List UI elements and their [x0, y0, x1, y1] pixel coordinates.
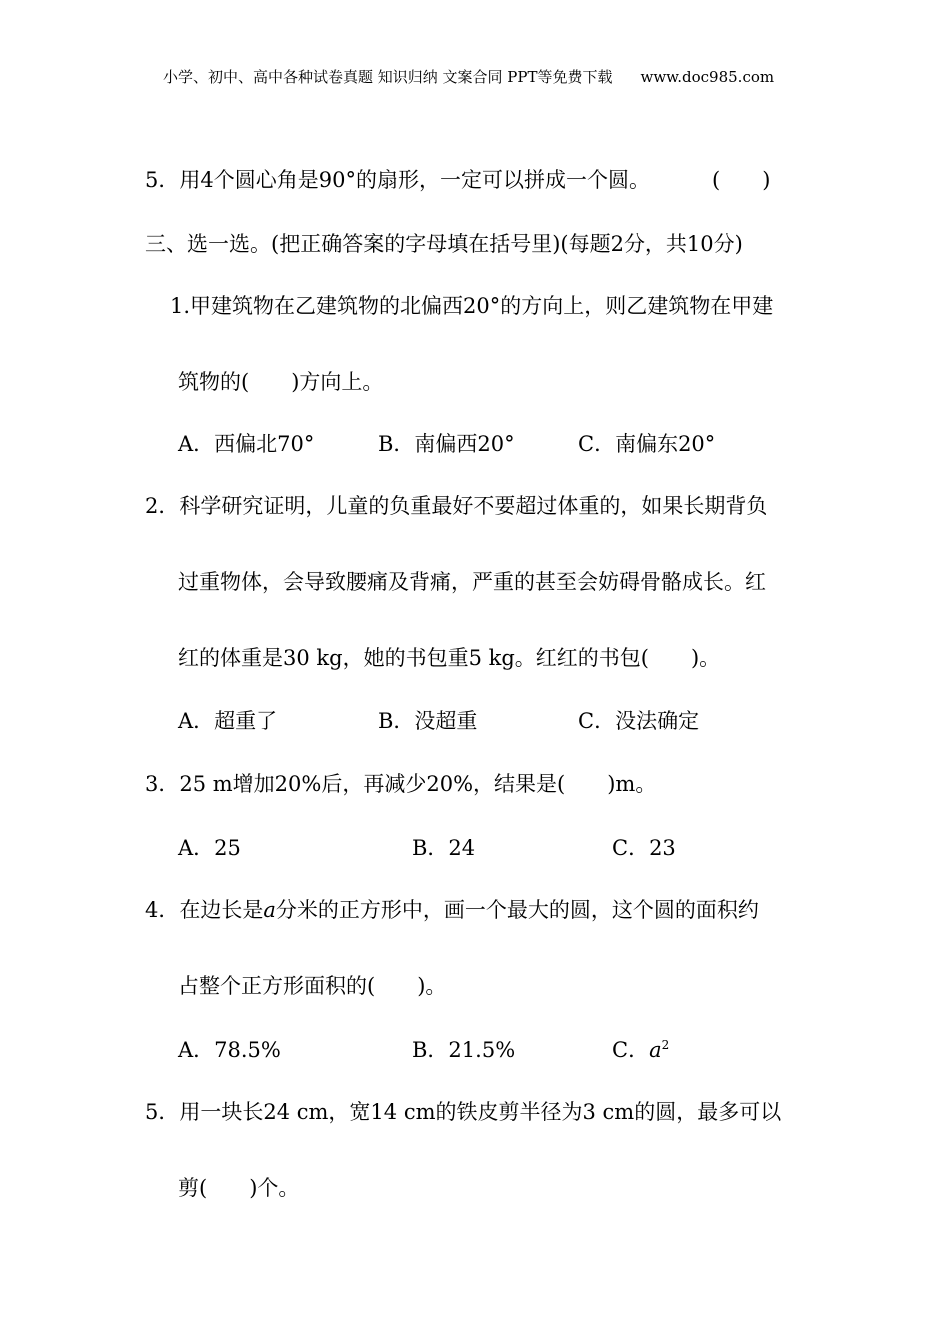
q4-option-c: [612, 1034, 669, 1064]
q3-option-b: B．24: [412, 836, 476, 860]
q2-line3: 红的体重是30 kg，她的书包重5 kg。红红的书包( )。: [178, 646, 721, 670]
q1-option-a: A．西偏北70°: [178, 432, 315, 456]
q2-option-b: B．没超重: [378, 709, 478, 733]
q4-option-c-var: a: [649, 1038, 662, 1062]
header-text: 小学、初中、高中各种试卷真题 知识归纳 文案合同 PPT等免费下载: [163, 68, 613, 86]
q4-line1-post: 分米的正方形中，画一个最大的圆，这个圆的面积约: [275, 898, 759, 922]
q3-option-a: A．25: [178, 836, 241, 860]
question-text: 5．用4个圆心角是90°的扇形，一定可以拼成一个圆。: [145, 168, 650, 192]
q3-option-c: C．23: [612, 836, 676, 860]
q4-line1-pre: 4．在边长是: [145, 898, 264, 922]
section2-question-5: [145, 164, 650, 194]
q2-option-c: C．没法确定: [578, 709, 700, 733]
answer-paren: ( ): [712, 168, 771, 192]
q4-option-a: A．78.5%: [178, 1038, 281, 1062]
q2-line2: 过重物体，会导致腰痛及背痛，严重的甚至会妨碍骨骼成长。红: [178, 570, 766, 594]
q4-line2: 占整个正方形面积的( )。: [178, 974, 447, 998]
q1-line1: 1.甲建筑物在乙建筑物的北偏西20°的方向上，则乙建筑物在甲建: [170, 294, 774, 318]
q4-line1: [145, 894, 759, 924]
page-header: [163, 66, 774, 87]
q3-line1: 3．25 m增加20%后，再减少20%，结果是( )m。: [145, 772, 657, 796]
q4-option-c-label: C．: [612, 1038, 650, 1062]
q1-line2: 筑物的( )方向上。: [178, 370, 384, 394]
q4-variable: a: [263, 898, 276, 922]
q2-line1: 2．科学研究证明，儿童的负重最好不要超过体重的，如果长期背负: [145, 494, 768, 518]
q2-option-a: A．超重了: [178, 709, 278, 733]
q1-option-c: C．南偏东20°: [578, 432, 716, 456]
q5-line1: 5．用一块长24 cm，宽14 cm的铁皮剪半径为3 cm的圆，最多可以: [145, 1100, 782, 1124]
q1-option-b: B．南偏西20°: [378, 432, 515, 456]
q4-option-c-exp: 2: [661, 1038, 670, 1052]
q5-line2: 剪( )个。: [178, 1176, 300, 1200]
header-site: www.doc985.com: [640, 68, 775, 86]
q4-option-b: B．21.5%: [412, 1038, 516, 1062]
section3-title: 三、选一选。(把正确答案的字母填在括号里)(每题2分，共10分): [145, 232, 743, 256]
